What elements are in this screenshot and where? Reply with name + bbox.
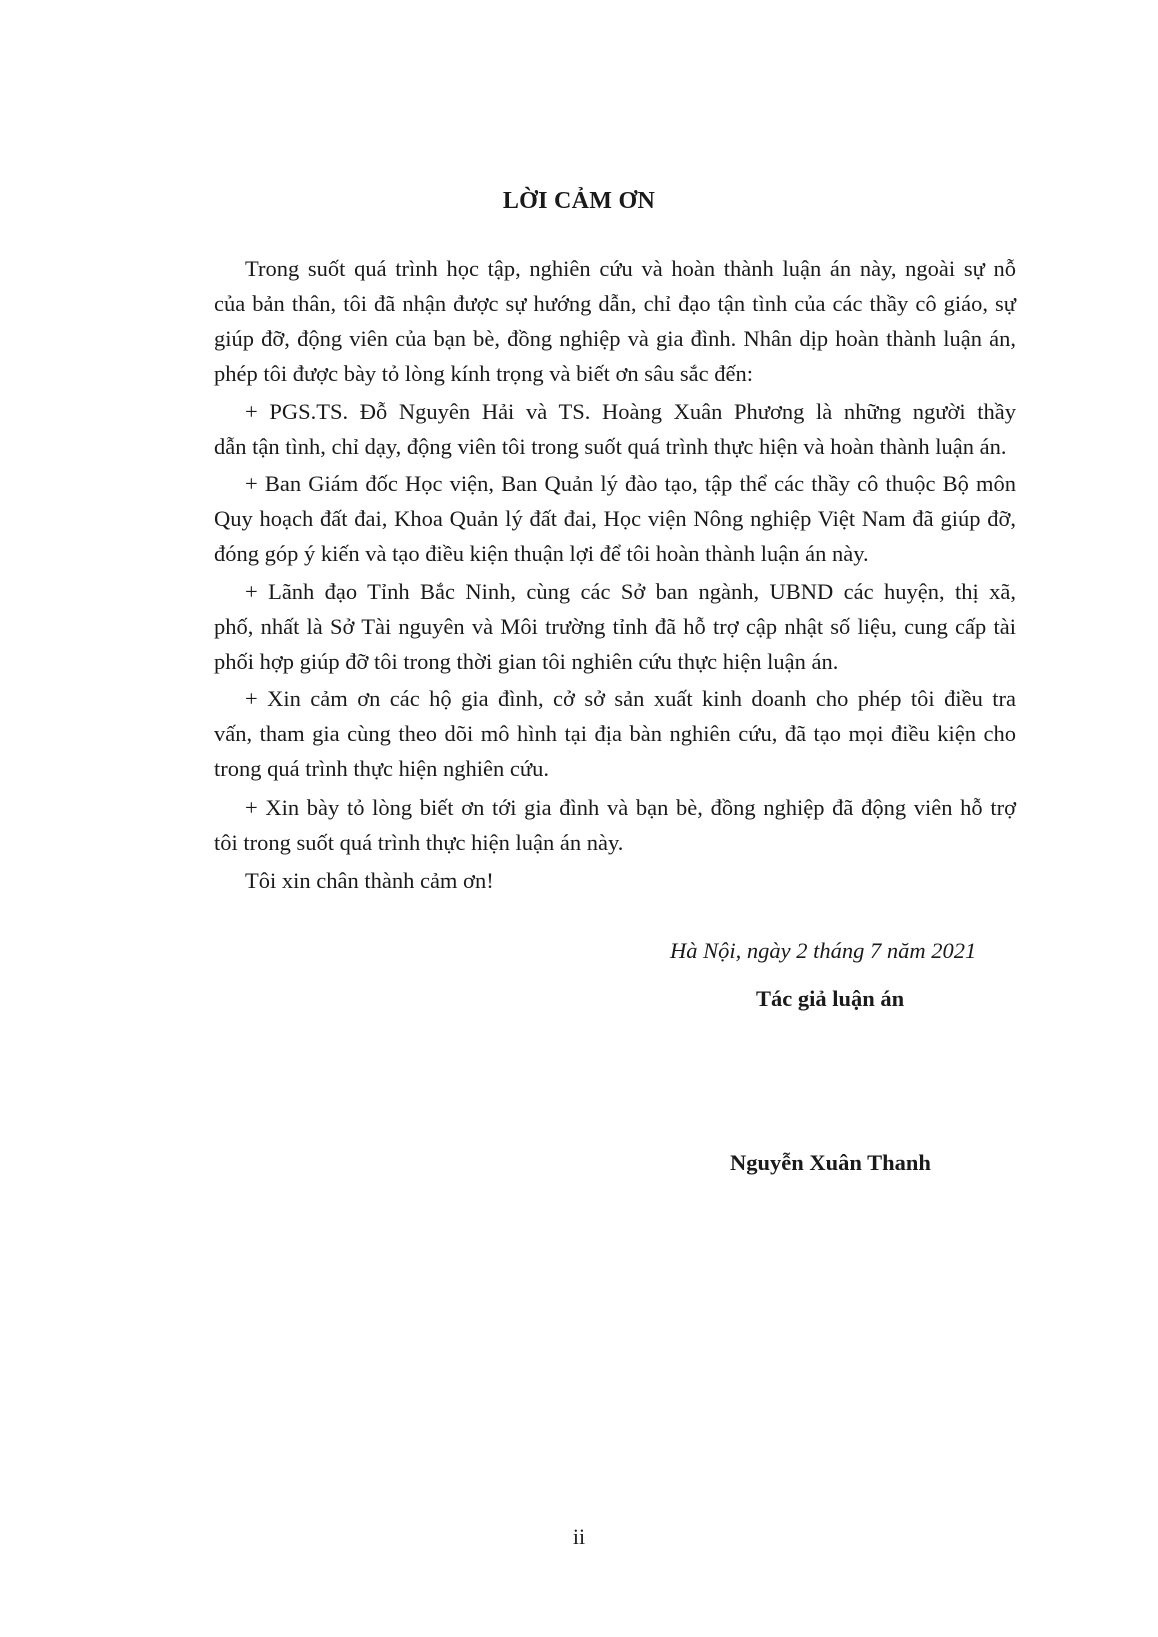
- paragraph-4-line-1: + Lãnh đạo Tỉnh Bắc Ninh, cùng các Sở ban ngành, UBND các huyện, thị xã,: [245, 579, 1016, 604]
- author-role: Tác giả luận án: [756, 986, 905, 1011]
- author-name: Nguyễn Xuân Thanh: [730, 1150, 931, 1175]
- paragraph-2-line-2: dẫn tận tình, chỉ dạy, động viên tôi trong suốt quá trình thực hiện và hoàn thành luận án.: [214, 434, 1007, 459]
- paragraph-1-line-3: giúp đỡ, động viên của bạn bè, đồng nghiệp và gia đình. Nhân dịp hoàn thành luận án,: [214, 326, 1016, 351]
- paragraph-1-line-1: Trong suốt quá trình học tập, nghiên cứu và hoàn thành luận án này, ngoài sự nỗ: [245, 256, 1016, 281]
- paragraph-1-line-4: phép tôi được bày tỏ lòng kính trọng và biết ơn sâu sắc đến:: [214, 361, 754, 386]
- paragraph-3-line-2: Quy hoạch đất đai, Khoa Quản lý đất đai, Học viện Nông nghiệp Việt Nam đã giúp đỡ,: [214, 506, 1016, 531]
- paragraph-4-line-2: phố, nhất là Sở Tài nguyên và Môi trường tỉnh đã hỗ trợ cập nhật số liệu, cung cấp tài: [214, 614, 1016, 639]
- paragraph-4-line-3: phối hợp giúp đỡ tôi trong thời gian tôi nghiên cứu thực hiện luận án.: [214, 649, 839, 674]
- paragraph-5-line-3: trong quá trình thực hiện nghiên cứu.: [214, 756, 549, 781]
- paragraph-3-line-3: đóng góp ý kiến và tạo điều kiện thuận lợi để tôi hoàn thành luận án này.: [214, 541, 869, 566]
- paragraph-2-line-1: + PGS.TS. Đỗ Nguyên Hải và TS. Hoàng Xuân Phương là những người thầy: [245, 399, 1016, 424]
- paragraph-6-line-1: + Xin bày tỏ lòng biết ơn tới gia đình và bạn bè, đồng nghiệp đã động viên hỗ trợ: [245, 795, 1016, 820]
- closing-line: Tôi xin chân thành cảm ơn!: [245, 868, 494, 893]
- place-date: Hà Nội, ngày 2 tháng 7 năm 2021: [670, 938, 977, 963]
- paragraph-6-line-2: tôi trong suốt quá trình thực hiện luận án này.: [214, 830, 624, 855]
- paragraph-5-line-1: + Xin cảm ơn các hộ gia đình, cở sở sản xuất kinh doanh cho phép tôi điều tra: [245, 686, 1016, 711]
- page-number: ii: [572, 1524, 586, 1549]
- paragraph-1-line-2: của bản thân, tôi đã nhận được sự hướng dẫn, chỉ đạo tận tình của các thầy cô giáo, sự: [214, 291, 1016, 316]
- paragraph-3-line-1: + Ban Giám đốc Học viện, Ban Quản lý đào tạo, tập thể các thầy cô thuộc Bộ môn: [245, 471, 1016, 496]
- page-title: LỜI CẢM ƠN: [502, 188, 656, 214]
- paragraph-5-line-2: vấn, tham gia cùng theo dõi mô hình tại địa bàn nghiên cứu, đã tạo mọi điều kiện cho: [214, 721, 1016, 746]
